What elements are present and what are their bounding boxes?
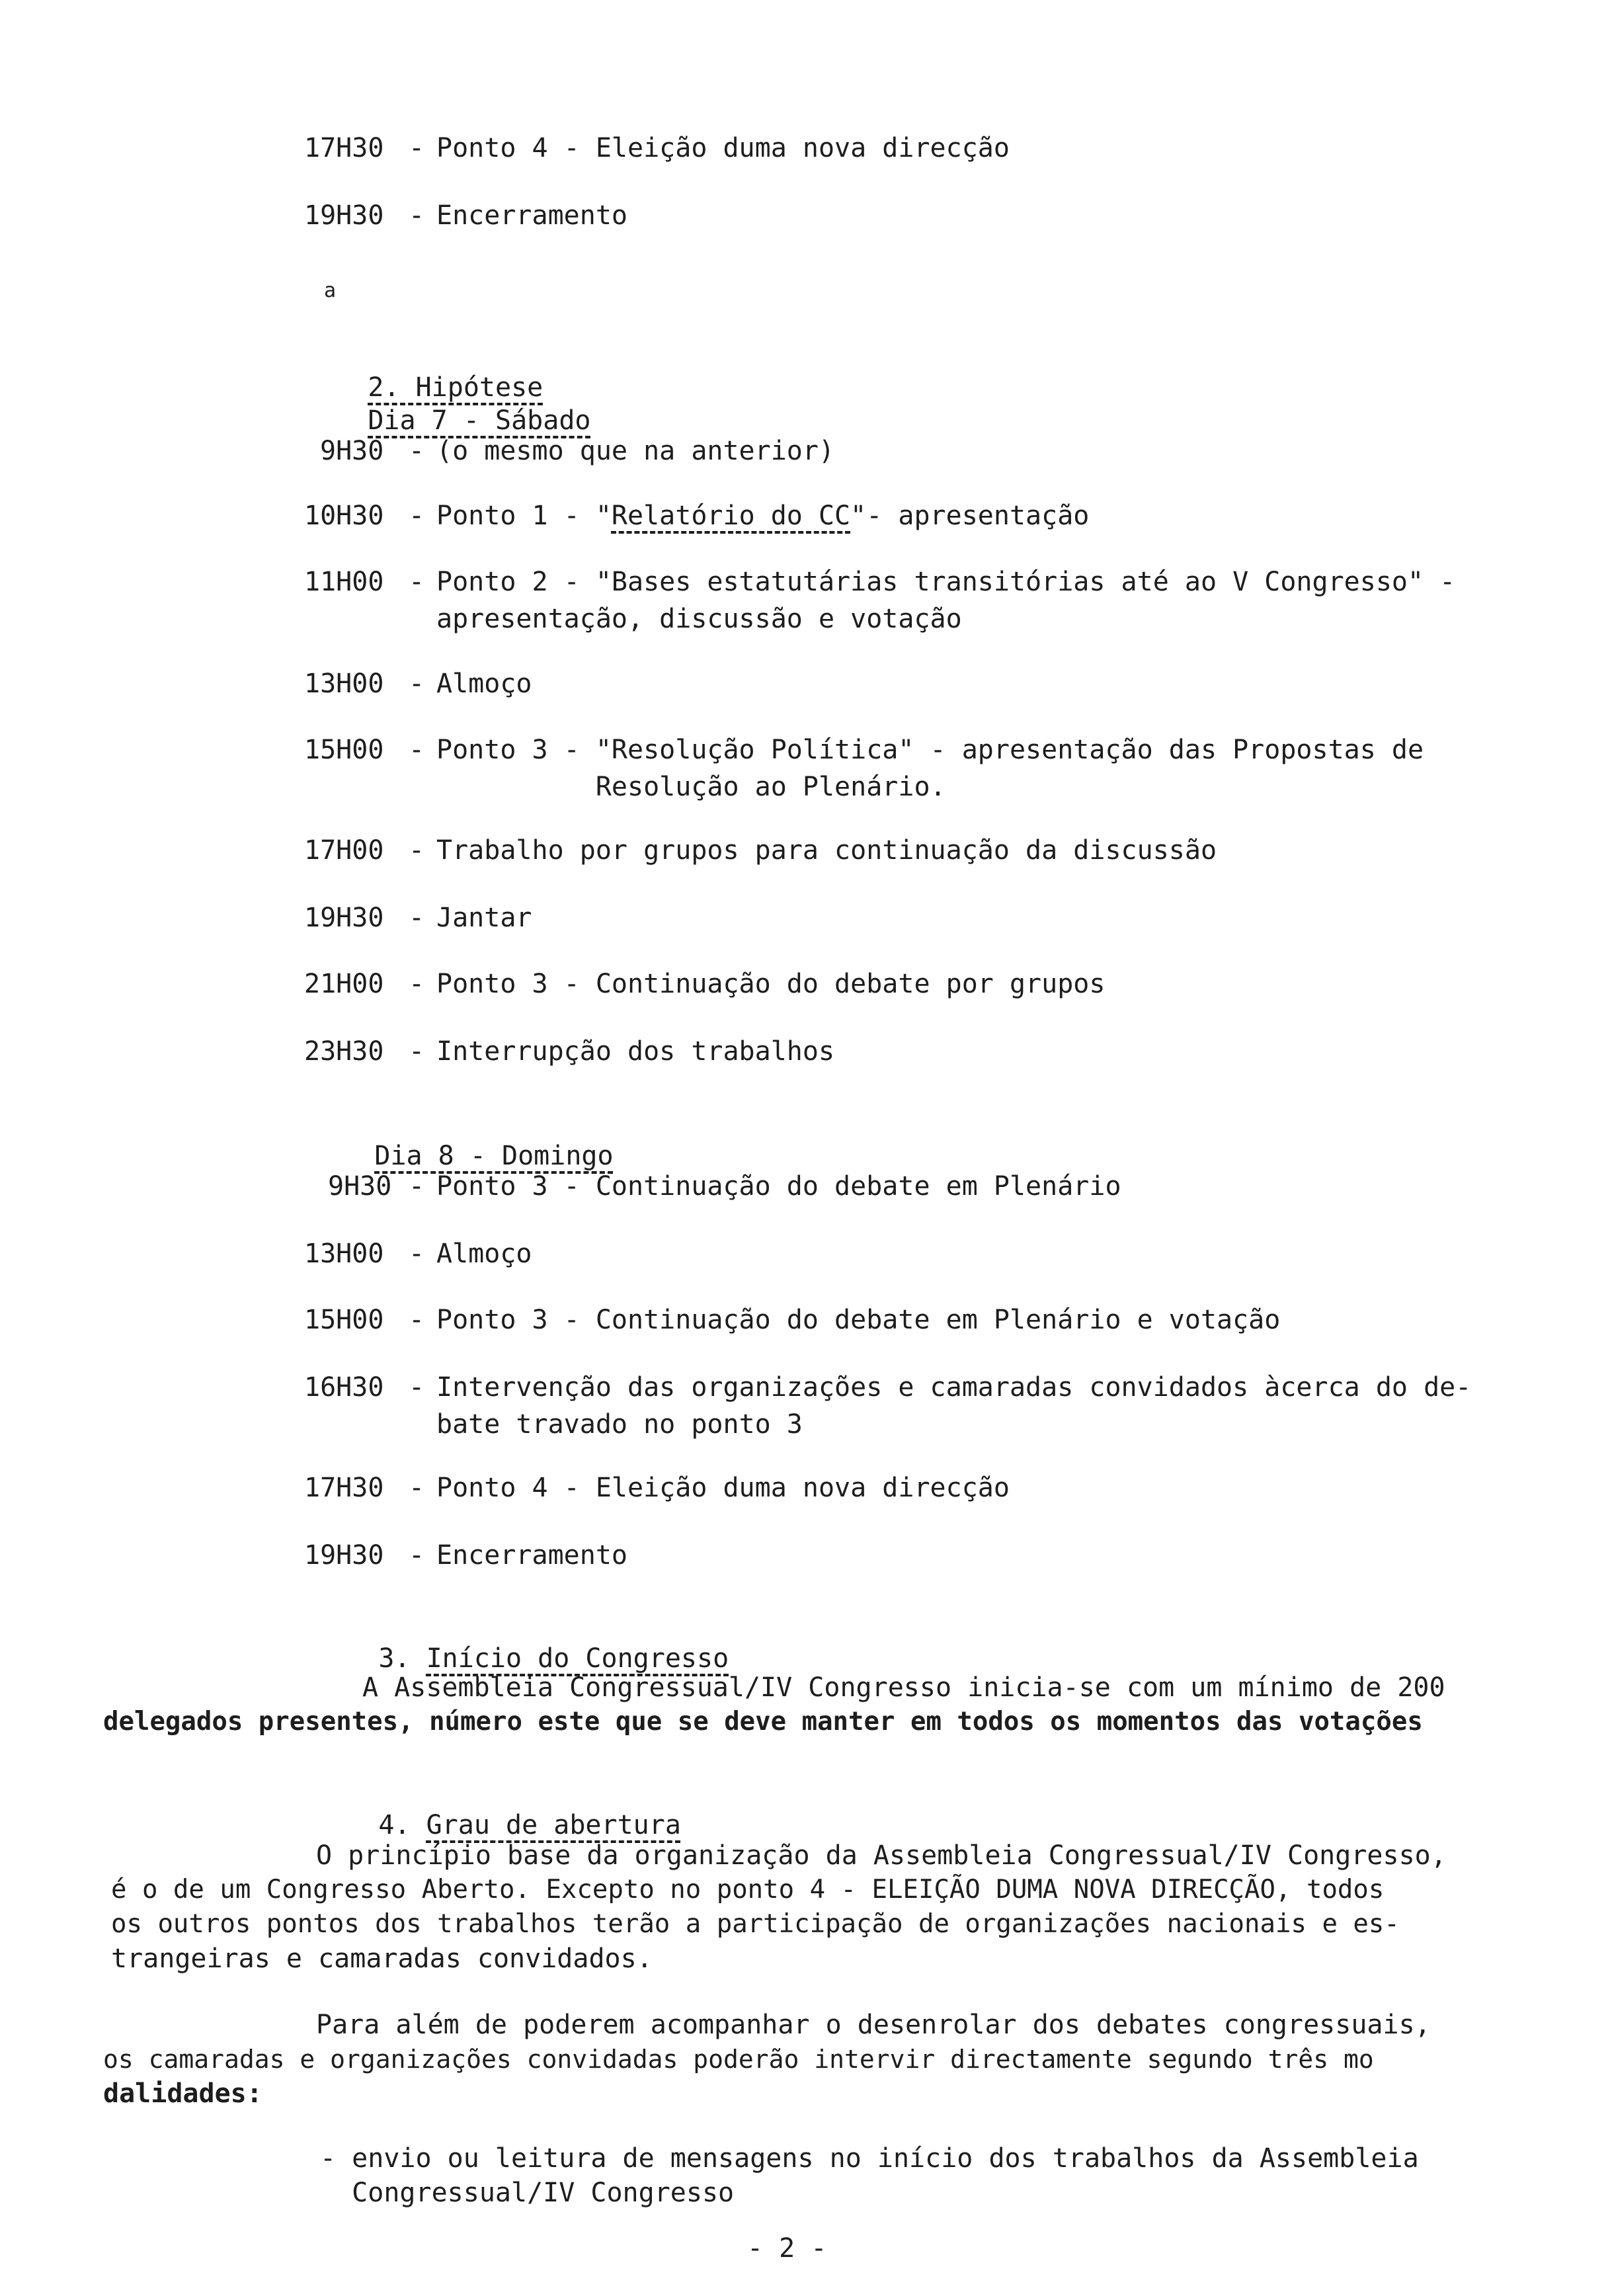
schedule-text: Trabalho por grupos para continuação da discussão [436,835,1217,866]
schedule-text [436,497,1089,534]
schedule-text: Almoço [436,1239,532,1269]
schedule-time: 10H30 [304,501,384,531]
schedule-text-line2: bate travado no ponto 3 [436,1409,803,1440]
schedule-item [304,965,1560,1003]
day8-title: Dia 8 - Domingo [374,1141,614,1171]
schedule-dash: - [408,903,425,933]
schedule-item [304,832,1560,869]
schedule-text: Encerramento [436,200,627,231]
schedule-text-pre: Ponto 1 - " [436,501,612,531]
schedule-dash: - [408,669,425,699]
schedule-dash: - [408,969,425,999]
schedule-item [304,1369,1560,1443]
schedule-text: Interrupção dos trabalhos [436,1036,835,1067]
section-4-bullet-line: - envio ou leitura de mensagens no início dos trabalhos da Assembleia [320,2143,1419,2174]
schedule-item [304,130,1560,167]
schedule-item [304,1301,1560,1338]
schedule-text: Ponto 4 - Eleição duma nova direcção [436,133,1010,163]
schedule-item [304,1235,1560,1272]
section-4-number: 4. [378,1810,411,1840]
hypothesis-superscript: a [324,279,337,302]
schedule-time: 9H30 [328,1171,392,1202]
schedule-item [304,899,1560,936]
section-4-paragraph-line: os outros pontos dos trabalhos terão a participação de organizações nacionais e es- [111,1909,1400,1939]
schedule-time: 13H00 [304,1239,384,1269]
schedule-time: 16H30 [304,1372,384,1403]
schedule-item [304,197,1560,234]
schedule-time: 19H30 [304,903,384,933]
schedule-text-line2: Resolução ao Plenário. [436,772,946,802]
schedule-dash: - [408,835,425,866]
schedule-time: 9H30 [320,436,384,466]
schedule-text: Ponto 3 - Continuação do debate por grupos [436,969,1106,999]
section-4-paragraph-line: trangeiras e camaradas convidados. [111,1944,653,1974]
schedule-text-line2: apresentação, discussão e votação [436,604,962,634]
schedule-dash: - [408,200,425,231]
section-3-paragraph-line: delegados presentes, número este que se deve manter em todos os momentos das votações [103,1707,1423,1737]
schedule-time: 17H00 [304,835,384,866]
schedule-text [436,731,1424,805]
section-4-paragraph-line: O princípio base da organização da Assembleia Congressual/IV Congresso, [316,1840,1447,1871]
schedule-time: 13H00 [304,669,384,699]
schedule-dash: - [408,133,425,163]
schedule-time: 15H00 [304,735,384,765]
section-4-title: Grau de abertura [426,1810,681,1840]
schedule-text-underlined: Relatório do CC [611,501,851,531]
schedule-text-post: "- apresentação [850,501,1090,531]
schedule-dash: - [408,436,425,466]
section-4-paragraph-line: dalidades: [103,2078,262,2109]
schedule-time: 11H00 [304,567,384,597]
schedule-dash: - [408,1473,425,1503]
schedule-time: 19H30 [304,200,384,231]
schedule-item [304,665,1560,702]
section-4-paragraph-line: é o de um Congresso Aberto. Excepto no ponto 4 - ELEIÇÃO DUMA NOVA DIRECÇÃO, todos [111,1875,1385,1905]
section-4-paragraph-line: Para além de poderem acompanhar o desenrolar dos debates congressuais, [316,2010,1431,2040]
schedule-text [436,563,1455,637]
schedule-item [304,1033,1560,1070]
schedule-text: (o mesmo que na anterior) [436,436,835,466]
schedule-text-line1: Intervenção das organizações e camaradas convidados àcerca do de- [436,1372,1472,1403]
schedule-item [304,497,1560,534]
section-3-title: Início do Congresso [426,1643,729,1674]
hypothesis-title: 2. Hipótese [368,372,543,403]
day7-title: Dia 7 - Sábado [368,405,591,436]
schedule-text: Almoço [436,669,532,699]
section-3-number: 3. [378,1643,411,1674]
section-3-paragraph-line: A Assembleia Congressual/IV Congresso inicia-se com um mínimo de 200 [362,1672,1445,1703]
schedule-item [304,1537,1560,1574]
schedule-dash: - [408,567,425,597]
schedule-item [304,1168,1560,1205]
schedule-time: 17H30 [304,1473,384,1503]
schedule-dash: - [408,501,425,531]
schedule-time: 19H30 [304,1540,384,1571]
schedule-dash: - [408,735,425,765]
schedule-time: 23H30 [304,1036,384,1067]
schedule-text-line1: Ponto 2 - "Bases estatutárias transitórias até ao V Congresso" - [436,567,1456,597]
schedule-item [304,432,1560,470]
schedule-dash: - [408,1171,425,1202]
schedule-dash: - [408,1372,425,1403]
schedule-text: Ponto 4 - Eleição duma nova direcção [436,1473,1010,1503]
schedule-text-line1: Ponto 3 - "Resolução Política" - apresentação das Propostas de [436,735,1424,765]
section-4-paragraph-line: os camaradas e organizações convidadas poderão intervir directamente segundo três mo [103,2045,1374,2074]
schedule-text: Jantar [436,903,532,933]
schedule-item [304,563,1560,637]
schedule-time: 21H00 [304,969,384,999]
schedule-item [304,731,1560,805]
schedule-dash: - [408,1540,425,1571]
schedule-time: 17H30 [304,133,384,163]
schedule-text: Encerramento [436,1540,627,1571]
schedule-text: Ponto 3 - Continuação do debate em Plenário e votação [436,1305,1281,1335]
schedule-dash: - [408,1239,425,1269]
schedule-time: 15H00 [304,1305,384,1335]
section-4-bullet-line: Congressual/IV Congresso [320,2178,735,2208]
schedule-dash: - [408,1036,425,1067]
schedule-dash: - [408,1305,425,1335]
schedule-text [436,1369,1471,1443]
schedule-item [304,1469,1560,1506]
schedule-text: Ponto 3 - Continuação do debate em Plenário [436,1171,1121,1202]
page-number: - 2 - [747,2233,827,2264]
